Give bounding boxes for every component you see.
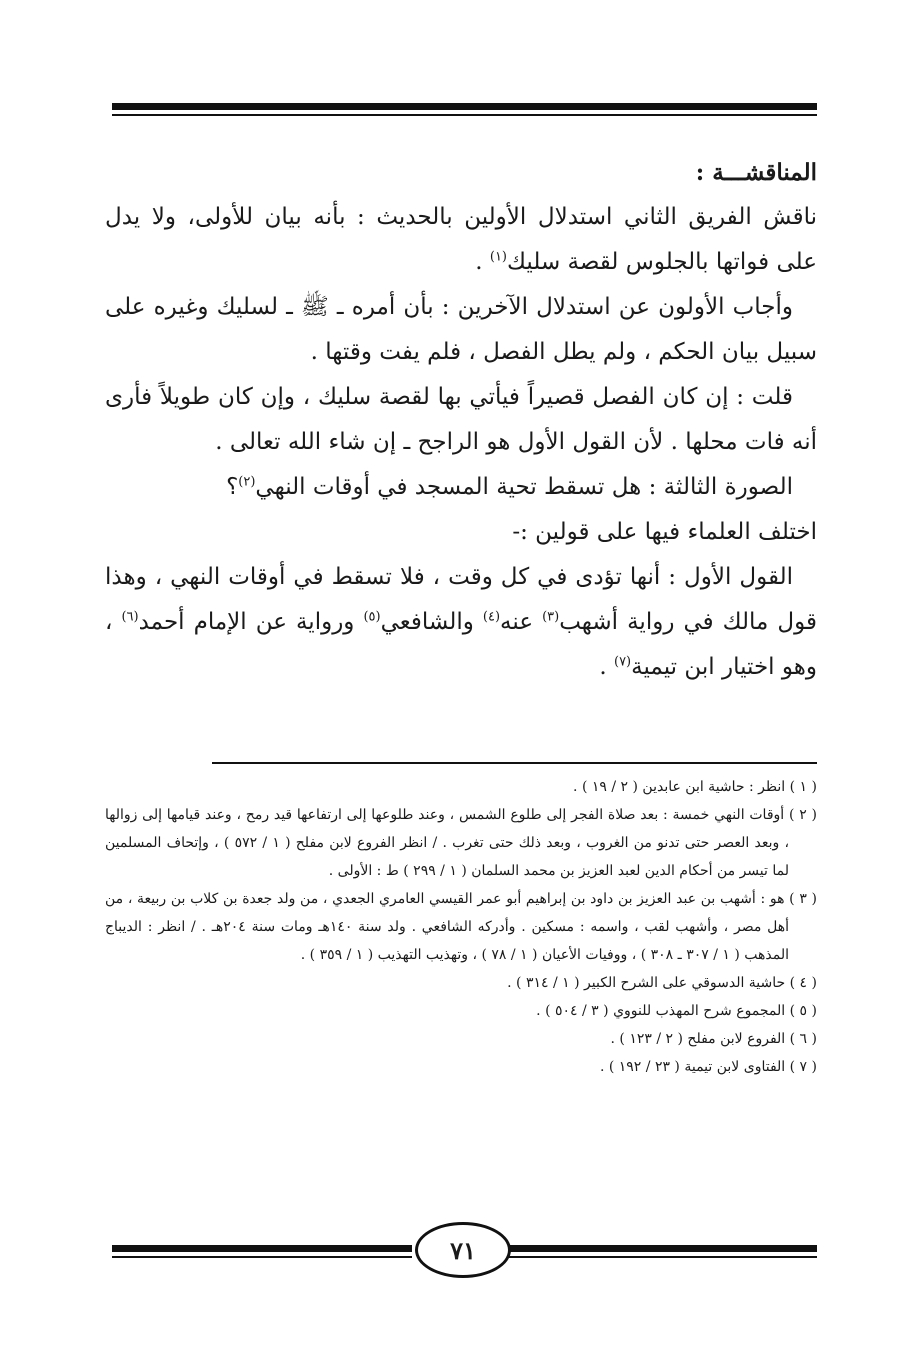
paragraph-text: القول الأول : أنها تؤدى في كل وقت ، فلا تسقط في أوقات النهي ، وهذا قول مالك في رواية أشهب [105,564,817,635]
footnote-separator [212,762,817,764]
paragraph [105,285,817,375]
footnote-ref: (٥) [363,609,381,625]
main-text [105,150,817,690]
footnote-ref: (٧) [613,654,632,670]
paragraph-text: ورواية عن الإمام أحمد [138,609,364,635]
footnote: ( ٦ ) الفروع لابن مفلح ( ٢ / ١٢٣ ) . [610,1031,817,1047]
footnote: ( ٧ ) الفتاوى لابن تيمية ( ٢٣ / ١٩٢ ) . [599,1059,817,1075]
paragraph-text: اختلف العلماء فيها على قولين :- [512,519,817,545]
footer-rule-left-thin [112,1256,412,1258]
paragraph-text: الصورة الثالثة : هل تسقط تحية المسجد في أوقات النهي [255,474,793,500]
paragraph-text: والشافعي [380,609,483,635]
paragraph-text: وأجاب الأولون عن استدلال الآخرين : بأن أمره ـ ﷺ ـ لسليك وغيره على سبيل بيان الحكم ، ولم يطل الفصل ، فلم يفت وقتها . [105,294,817,365]
section-heading: المناقشـــة : [695,159,817,186]
footnote: ( ٢ ) أوقات النهي خمسة : بعد صلاة الفجر إلى طلوع الشمس ، وعند طلوعها إلى ارتفاعها قيد رمح ، وعند قيامها إلى زوالها ، وبعد العصر حتى تدنو من الغروب ، وبعد ذلك حتى تغرب . / انظر الفروع لابن مفلح ( ١ / ٥٧٢ ) ، وإتحاف المسلمين لما تيسر من أحكام الدين لعبد العزيز بن محمد السلمان ( ١ / ٢٩٩ ) ط : الأولى . [105,807,817,879]
paragraph-end: ؟ [226,474,239,500]
footer-rule-right-thin [507,1256,817,1258]
paragraph-text: ، وهو اختيار ابن تيمية [105,609,817,680]
paragraph-text: قلت : إن كان الفصل قصيراً فيأتي بها لقصة سليك ، وإن كان طويلاً فأرى أنه فات محلها . لأن القول الأول هو الراجح ـ إن شاء الله تعالى . [105,384,817,455]
footnote: ( ٥ ) المجموع شرح المهذب للنووي ( ٣ / ٥٠٤ ) . [536,1003,817,1019]
paragraph [105,465,817,510]
footnote-ref: (٤) [482,609,501,625]
paragraph [105,375,817,465]
paragraph [105,555,817,690]
page-number: ٧١ [450,1235,476,1265]
footnote-ref: (٣) [542,609,560,625]
paragraph [105,510,817,555]
footnote: ( ٣ ) هو : أشهب بن عبد العزيز بن داود بن إبراهيم أبو عمر القيسي العامري الجعدي ، من ولد جعدة بن كلاب بن ربيعة ، من أهل مصر ، وأشهب لقب ، واسمه : مسكين . وأدركه الشافعي . ولد سنة ١٤٠هـ ومات سنة ٢٠٤هـ . / انظر : الديباج المذهب ( ١ / ٣٠٧ ـ ٣٠٨ ) ، ووفيات الأعيان ( ١ / ٧٨ ) ، وتهذيب التهذيب ( ١ / ٣٥٩ ) . [105,891,817,963]
paragraph [105,195,817,285]
paragraph-text: عنه [500,609,543,635]
page-footer [112,1218,817,1278]
paragraph-text: ناقش الفريق الثاني استدلال الأولين بالحديث : بأنه بيان للأولى، ولا يدل على فواتها بالجلوس لقصة سليك [105,204,817,275]
footnote-ref: (٦) [121,609,139,625]
page-number-badge [415,1222,511,1278]
footer-rule-left [112,1245,412,1252]
header-rule [112,103,817,110]
paragraph-end: . [599,654,614,680]
footer-rule-right [507,1245,817,1252]
header-rule-thin [112,114,817,116]
footnotes [105,773,817,1081]
footnote: ( ١ ) انظر : حاشية ابن عابدين ( ٢ / ١٩ ) . [573,779,817,795]
footnote-ref: (١) [489,249,507,265]
footnote: ( ٤ ) حاشية الدسوقي على الشرح الكبير ( ١ / ٣١٤ ) . [507,975,817,991]
footnote-ref: (٢) [238,474,256,490]
paragraph-end: . [475,249,490,275]
